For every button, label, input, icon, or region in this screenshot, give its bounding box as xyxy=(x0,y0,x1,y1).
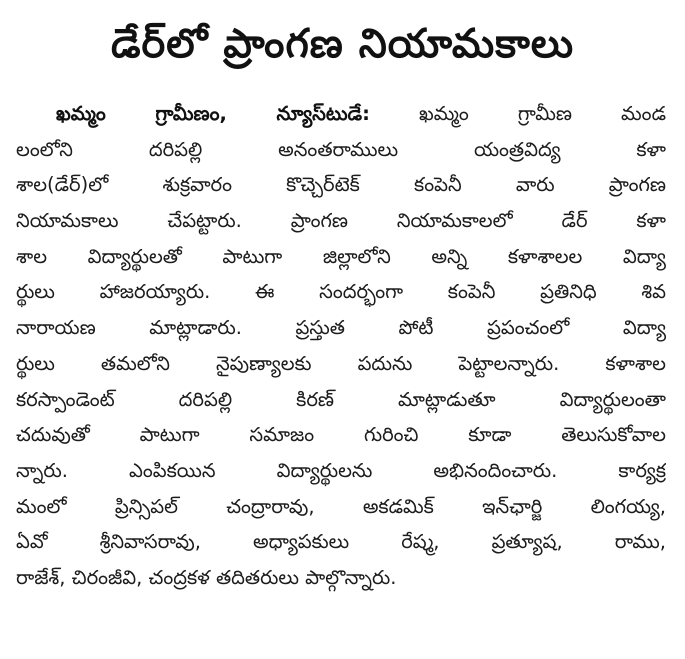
article-line: ర్థులు తమలోని నైపుణ్యాలకు పదును పెట్టాలన్నారు. కళాశాల xyxy=(16,351,666,375)
article-line: న్నారు. ఎంపికయిన విద్యార్థులను అభినందించారు. కార్యక్ర xyxy=(16,458,666,482)
article-body xyxy=(16,96,666,596)
article-line: చదువుతో పాటుగా సమాజం గురించి కూడా తెలుసుకోవాల xyxy=(16,423,666,447)
article-headline: డేర్‌లో ప్రాంగణ నియామకాలు xyxy=(110,21,575,67)
article-line: శాల(డేర్)లో శుక్రవారం కొచ్చెర్‌టెక్ కంపెనీ వారు ప్రాంగణ xyxy=(16,173,666,197)
article-line: ర్థులు హాజరయ్యారు. ఈ సందర్భంగా కంపెనీ ప్రతినిధి శివ xyxy=(16,280,666,304)
article-line: నారాయణ మాట్లాడారు. ప్రస్తుత పోటీ ప్రపంచంలో విద్యా xyxy=(16,316,666,340)
article-line: మంలో ప్రిన్సిపల్ చంద్రారావు, అకడమిక్ ఇన్‌ఛార్జి లింగయ్య, xyxy=(16,494,666,518)
article-line: రాజేశ్, చిరంజీవి, చంద్రకళ తదితరులు పాల్గొన్నారు. xyxy=(16,565,397,589)
article-dateline: ఖమ్మం గ్రామీణం, న్యూస్‌టుడే: xyxy=(56,102,370,125)
article-line-text: ఖమ్మం గ్రామీణ మండ xyxy=(418,102,666,125)
article-line xyxy=(16,96,666,132)
article-line: నియామకాలు చేపట్టారు. ప్రాంగణ నియామకాలలో డేర్ కళా xyxy=(16,209,666,233)
article-line: ఏవో శ్రీనివాసరావు, అధ్యాపకులు రేష్మ, ప్రత్యూష, రాము, xyxy=(16,530,666,554)
article-line: శాల విద్యార్థులతో పాటుగా జిల్లాలోని అన్ని కళాశాలల విద్యా xyxy=(16,244,666,268)
article-line: లంలోని దరిపల్లి అనంతరాములు యంత్రవిద్య కళా xyxy=(16,137,666,161)
article-line: కరస్పాండెంట్ దరిపల్లి కిరణ్ మాట్లాడుతూ విద్యార్థులంతా xyxy=(16,387,666,411)
